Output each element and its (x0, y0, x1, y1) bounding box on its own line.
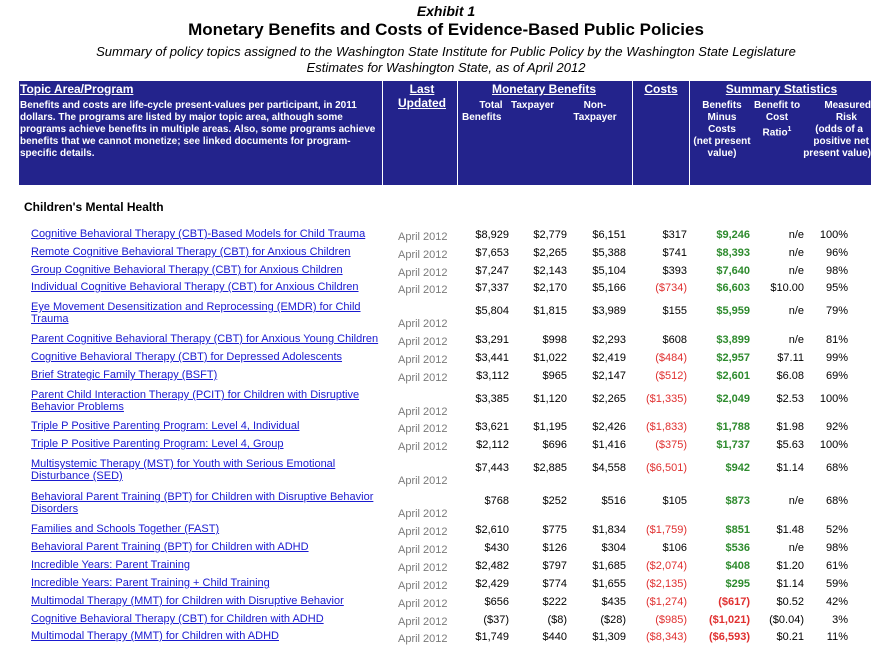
bmc-cell: $1,737 (716, 439, 750, 451)
total-benefits-header-line1: Total (479, 100, 503, 111)
bmc-cell: $9,246 (716, 229, 750, 241)
bmc-cell: $1,788 (716, 421, 750, 433)
risk-cell: 100% (819, 439, 848, 451)
bmc-cell: $6,603 (716, 282, 750, 294)
program-link[interactable] (31, 389, 381, 413)
program-link-line: Triple P Positive Parenting Program: Level 4, Individual (31, 420, 300, 432)
program-link-line: Incredible Years: Parent Training + Child Training (31, 577, 270, 589)
table-row (0, 264, 892, 282)
total-cell: $2,482 (475, 560, 509, 572)
non-taxpayer-cell: $5,104 (592, 265, 626, 277)
risk-cell: 59% (825, 578, 848, 590)
taxpayer-cell: $1,120 (533, 393, 567, 405)
monetary-benefits-header: Monetary Benefits (491, 82, 597, 96)
non-taxpayer-cell: ($28) (600, 614, 626, 626)
program-link-line: Individual Cognitive Behavioral Therapy (CBT) for Anxious Children (31, 281, 359, 293)
taxpayer-cell: $126 (542, 542, 567, 554)
program-link[interactable] (31, 438, 381, 450)
last-updated-cell: April 2012 (398, 475, 448, 487)
benefits-minus-costs-header-line5: value) (707, 148, 737, 159)
non-taxpayer-cell: $5,166 (592, 282, 626, 294)
costs-cell: ($375) (655, 439, 687, 451)
table-row (0, 491, 892, 520)
non-taxpayer-cell: $1,416 (592, 439, 626, 451)
table-row (0, 541, 892, 559)
taxpayer-cell: $1,022 (533, 352, 567, 364)
ratio-cell: $0.21 (776, 631, 804, 643)
non-taxpayer-cell: $516 (601, 495, 626, 507)
program-link[interactable] (31, 458, 381, 482)
table-row (0, 523, 892, 541)
last-updated-cell: April 2012 (398, 598, 448, 610)
bmc-cell: ($1,021) (709, 614, 750, 626)
ratio-cell: $1.14 (776, 462, 804, 474)
risk-cell: 79% (825, 305, 848, 317)
non-taxpayer-header-line2: Taxpayer (573, 112, 617, 123)
costs-cell: ($1,335) (646, 393, 687, 405)
risk-cell: 92% (825, 421, 848, 433)
benefits-minus-costs-header-line4: (net present (693, 136, 751, 147)
non-taxpayer-cell: $1,685 (592, 560, 626, 572)
program-link-line: Trauma (31, 313, 69, 325)
benefit-cost-ratio-header-line1: Benefit to (753, 100, 801, 111)
bmc-cell: ($6,593) (709, 631, 750, 643)
non-taxpayer-cell: $2,426 (592, 421, 626, 433)
non-taxpayer-cell: $2,265 (592, 393, 626, 405)
risk-cell: 98% (825, 542, 848, 554)
table-row (0, 613, 892, 631)
program-link-line: Multimodal Therapy (MMT) for Children with ADHD (31, 630, 279, 642)
ratio-cell: ($0.04) (769, 614, 804, 626)
costs-cell: $741 (662, 247, 687, 259)
costs-cell: ($8,343) (646, 631, 687, 643)
last-updated-cell: April 2012 (398, 267, 448, 279)
risk-cell: 99% (825, 352, 848, 364)
measured-risk-header-line4: positive net (813, 136, 869, 147)
ratio-cell: n/e (788, 305, 804, 317)
measured-risk-header-line5: present value) (803, 148, 871, 159)
costs-cell: ($1,833) (646, 421, 687, 433)
non-taxpayer-cell: $2,147 (592, 370, 626, 382)
program-link-line: Group Cognitive Behavioral Therapy (CBT) for Anxious Children (31, 264, 343, 276)
taxpayer-cell: $252 (542, 495, 567, 507)
taxpayer-cell: $774 (542, 578, 567, 590)
program-link[interactable] (31, 541, 381, 553)
risk-cell: 81% (825, 334, 848, 346)
ratio-cell: n/e (788, 265, 804, 277)
program-link[interactable] (31, 491, 381, 515)
program-link-line: Parent Child Interaction Therapy (PCIT) for Children with Disruptive (31, 389, 360, 401)
last-updated-cell: April 2012 (398, 372, 448, 384)
taxpayer-cell: $1,815 (533, 305, 567, 317)
non-taxpayer-cell: $6,151 (592, 229, 626, 241)
ratio-cell: $7.11 (777, 352, 804, 364)
total-cell: $7,247 (475, 265, 509, 277)
total-cell: $7,443 (475, 462, 509, 474)
risk-cell: 11% (826, 631, 848, 643)
page-title: Monetary Benefits and Costs of Evidence-Based Public Policies (188, 20, 704, 39)
header-divider (382, 81, 383, 185)
non-taxpayer-cell: $304 (601, 542, 626, 554)
section-title: Children's Mental Health (24, 200, 164, 214)
ratio-cell: $2.53 (776, 393, 804, 405)
total-cell: $2,429 (475, 578, 509, 590)
total-cell: $2,112 (476, 439, 509, 451)
non-taxpayer-cell: $4,558 (592, 462, 626, 474)
non-taxpayer-cell: $2,293 (592, 334, 626, 346)
costs-cell: $105 (662, 495, 687, 507)
benefits-minus-costs-header-line3: Costs (708, 124, 736, 135)
ratio-cell: $0.52 (776, 596, 804, 608)
benefits-minus-costs-header-line2: Minus (707, 112, 737, 123)
exhibit-label: Exhibit 1 (416, 3, 476, 19)
taxpayer-cell: $2,779 (533, 229, 567, 241)
table-row (0, 630, 892, 648)
last-updated-cell: April 2012 (398, 284, 448, 296)
ratio-cell: $10.00 (770, 282, 804, 294)
risk-cell: 69% (825, 370, 848, 382)
taxpayer-cell: $440 (542, 631, 567, 643)
taxpayer-cell: $797 (542, 560, 567, 572)
program-link-line: Incredible Years: Parent Training (31, 559, 190, 571)
bmc-cell: $2,049 (716, 393, 750, 405)
ratio-cell: n/e (788, 247, 804, 259)
table-row (0, 420, 892, 438)
program-link[interactable] (31, 246, 381, 258)
program-link[interactable] (31, 595, 381, 607)
taxpayer-cell: $2,265 (533, 247, 567, 259)
ratio-cell: n/e (788, 542, 804, 554)
program-link[interactable] (31, 351, 381, 363)
risk-cell: 96% (825, 247, 848, 259)
costs-cell: $317 (662, 229, 687, 241)
bmc-cell: $3,899 (716, 334, 750, 346)
ratio-cell: $1.48 (776, 524, 804, 536)
program-link-line: Remote Cognitive Behavioral Therapy (CBT) for Anxious Children (31, 246, 351, 258)
table-header (19, 81, 871, 185)
program-link[interactable] (31, 369, 381, 381)
last-updated-cell: April 2012 (398, 633, 448, 645)
last-updated-cell: April 2012 (398, 441, 448, 453)
bmc-cell: $295 (725, 578, 750, 590)
topic-area-header: Topic Area/Program (20, 82, 134, 96)
costs-cell: ($1,274) (646, 596, 687, 608)
ratio-cell: n/e (788, 495, 804, 507)
program-link-line: Multisystemic Therapy (MST) for Youth with Serious Emotional (31, 458, 336, 470)
bmc-cell: $2,957 (716, 352, 750, 364)
program-link-line: Disturbance (SED) (31, 470, 123, 482)
taxpayer-cell: $2,885 (533, 462, 567, 474)
last-updated-cell: April 2012 (398, 406, 448, 418)
taxpayer-cell: $775 (542, 524, 567, 536)
program-link[interactable] (31, 281, 381, 293)
risk-cell: 68% (825, 495, 848, 507)
total-cell: $656 (484, 596, 509, 608)
benefit-cost-ratio-header-line2: Cost (765, 112, 789, 123)
total-cell: $5,804 (475, 305, 509, 317)
bmc-cell: $873 (725, 495, 750, 507)
total-cell: $1,749 (475, 631, 509, 643)
non-taxpayer-cell: $1,834 (592, 524, 626, 536)
bmc-cell: $2,601 (716, 370, 750, 382)
total-cell: $430 (484, 542, 509, 554)
costs-cell: ($2,074) (646, 560, 687, 572)
ratio-cell: n/e (788, 229, 804, 241)
total-cell: $768 (484, 495, 509, 507)
costs-cell: ($2,135) (646, 578, 687, 590)
last-updated-header-line1: Last (409, 82, 435, 96)
table-row (0, 577, 892, 595)
program-link-line: Multimodal Therapy (MMT) for Children with Disruptive Behavior (31, 595, 344, 607)
measured-risk-header-line3: (odds of a (815, 124, 863, 135)
last-updated-cell: April 2012 (398, 423, 448, 435)
costs-cell: ($985) (655, 614, 687, 626)
last-updated-cell: April 2012 (398, 544, 448, 556)
taxpayer-cell: $1,195 (533, 421, 567, 433)
bmc-cell: $851 (725, 524, 750, 536)
bmc-cell: $7,640 (716, 265, 750, 277)
program-link-line: Eye Movement Desensitization and Reprocessing (EMDR) for Child (31, 301, 361, 313)
bmc-cell: $8,393 (716, 247, 750, 259)
header-divider (457, 81, 458, 185)
total-cell: $3,291 (475, 334, 509, 346)
risk-cell: 98% (825, 265, 848, 277)
costs-cell: ($6,501) (646, 462, 687, 474)
table-row (0, 369, 892, 387)
taxpayer-cell: $2,143 (533, 265, 567, 277)
subtitle-line-1: Summary of policy topics assigned to the Washington State Institute for Public Policy by the Washington State Legislature (96, 44, 796, 59)
bmc-cell: ($617) (718, 596, 750, 608)
program-link-line: Behavioral Parent Training (BPT) for Children with Disruptive Behavior (31, 491, 374, 503)
bmc-cell: $536 (725, 542, 750, 554)
last-updated-cell: April 2012 (398, 231, 448, 243)
total-cell: $3,112 (476, 370, 509, 382)
table-row (0, 389, 892, 418)
total-cell: $3,385 (475, 393, 509, 405)
non-taxpayer-cell: $3,989 (592, 305, 626, 317)
last-updated-cell: April 2012 (398, 616, 448, 628)
program-link-line: Cognitive Behavioral Therapy (CBT) for Depressed Adolescents (31, 351, 343, 363)
benefits-minus-costs-header-line1: Benefits (702, 100, 742, 111)
program-link[interactable] (31, 523, 381, 535)
last-updated-cell: April 2012 (398, 336, 448, 348)
program-link[interactable] (31, 228, 381, 240)
table-row (0, 458, 892, 487)
summary-statistics-header: Summary Statistics (725, 82, 838, 96)
program-link-line: Triple P Positive Parenting Program: Level 4, Group (31, 438, 284, 450)
table-row (0, 301, 892, 330)
ratio-cell: $1.14 (776, 578, 804, 590)
table-row (0, 228, 892, 246)
program-link[interactable] (31, 613, 381, 625)
non-taxpayer-cell: $1,655 (592, 578, 626, 590)
ratio-cell: n/e (788, 334, 804, 346)
table-row (0, 559, 892, 577)
taxpayer-cell: $2,170 (533, 282, 567, 294)
program-link-line: Behavior Problems (31, 401, 124, 413)
total-cell: $8,929 (475, 229, 509, 241)
last-updated-cell: April 2012 (398, 526, 448, 538)
taxpayer-cell: $965 (542, 370, 567, 382)
taxpayer-cell: $222 (542, 596, 567, 608)
ratio-cell: $6.08 (776, 370, 804, 382)
bmc-cell: $408 (725, 560, 750, 572)
last-updated-header-line2: Updated (398, 96, 446, 110)
risk-cell: 52% (825, 524, 848, 536)
taxpayer-cell: $998 (542, 334, 567, 346)
program-link[interactable] (31, 264, 381, 276)
total-benefits-header-line2: Benefits (462, 112, 502, 123)
last-updated-cell: April 2012 (398, 318, 448, 330)
costs-header: Costs (644, 82, 678, 96)
last-updated-cell: April 2012 (398, 249, 448, 261)
bmc-cell: $5,959 (716, 305, 750, 317)
costs-cell: ($512) (655, 370, 687, 382)
program-link[interactable] (31, 420, 381, 432)
total-cell: ($37) (483, 614, 509, 626)
risk-cell: 95% (825, 282, 848, 294)
ratio-cell: $1.98 (776, 421, 804, 433)
total-cell: $7,337 (475, 282, 509, 294)
program-link-line: Brief Strategic Family Therapy (BSFT) (31, 369, 218, 381)
non-taxpayer-header-line1: Non- (583, 100, 607, 111)
costs-cell: $155 (662, 305, 687, 317)
measured-risk-header-line1: Measured (824, 100, 871, 111)
program-link-line: Families and Schools Together (FAST) (31, 523, 220, 535)
taxpayer-header: Taxpayer (511, 100, 555, 111)
last-updated-cell: April 2012 (398, 354, 448, 366)
subtitle-line-2: Estimates for Washington State, as of April 2012 (306, 60, 586, 75)
program-link-line: Disorders (31, 503, 79, 515)
benefit-cost-ratio-header-line3 (749, 124, 805, 139)
risk-cell: 61% (825, 560, 848, 572)
risk-cell: 42% (825, 596, 848, 608)
table-row (0, 333, 892, 351)
costs-cell: $393 (662, 265, 687, 277)
total-cell: $7,653 (475, 247, 509, 259)
table-row (0, 438, 892, 456)
program-link[interactable] (31, 333, 381, 345)
costs-cell: ($1,759) (646, 524, 687, 536)
measured-risk-header-line2: Risk (835, 112, 857, 123)
program-link-line: Cognitive Behavioral Therapy (CBT)-Based Models for Child Trauma (31, 228, 366, 240)
table-row (0, 595, 892, 613)
costs-cell: $608 (662, 334, 687, 346)
bmc-cell: $942 (725, 462, 750, 474)
program-link-line: Cognitive Behavioral Therapy (CBT) for Children with ADHD (31, 613, 324, 625)
table-row (0, 246, 892, 264)
last-updated-cell: April 2012 (398, 562, 448, 574)
header-divider (689, 81, 690, 185)
total-cell: $3,441 (475, 352, 509, 364)
program-link[interactable] (31, 301, 381, 325)
costs-cell: $106 (662, 542, 687, 554)
header-divider (632, 81, 633, 185)
costs-cell: ($484) (655, 352, 687, 364)
program-link[interactable] (31, 630, 381, 642)
taxpayer-cell: $696 (542, 439, 567, 451)
total-cell: $2,610 (475, 524, 509, 536)
program-link[interactable] (31, 559, 381, 571)
ratio-cell: $1.20 (776, 560, 804, 572)
costs-cell: ($734) (655, 282, 687, 294)
program-link-line: Parent Cognitive Behavioral Therapy (CBT) for Anxious Young Children (31, 333, 379, 345)
risk-cell: 68% (825, 462, 848, 474)
total-cell: $3,621 (475, 421, 509, 433)
table-row (0, 281, 892, 299)
non-taxpayer-cell: $435 (601, 596, 626, 608)
risk-cell: 100% (819, 393, 848, 405)
program-link-line: Behavioral Parent Training (BPT) for Children with ADHD (31, 541, 309, 553)
risk-cell: 3% (832, 614, 848, 626)
ratio-cell: $5.63 (776, 439, 804, 451)
last-updated-cell: April 2012 (398, 508, 448, 520)
table-description: Benefits and costs are life-cycle present-values per participant, in 2011 dollars. The programs are listed by major topic area, although some programs achieve benefits in multiple areas. Also, some programs achieve benefits that we cannot monetize; see linked documents for program-specific details. (20, 100, 376, 159)
ratio-footnote-marker: 1 (787, 126, 792, 133)
ratio-label: Ratio (762, 127, 788, 139)
risk-cell: 100% (819, 229, 848, 241)
program-link[interactable] (31, 577, 381, 589)
taxpayer-cell: ($8) (547, 614, 567, 626)
last-updated-cell: April 2012 (398, 580, 448, 592)
non-taxpayer-cell: $1,309 (592, 631, 626, 643)
non-taxpayer-cell: $2,419 (592, 352, 626, 364)
table-row (0, 351, 892, 369)
non-taxpayer-cell: $5,388 (592, 247, 626, 259)
